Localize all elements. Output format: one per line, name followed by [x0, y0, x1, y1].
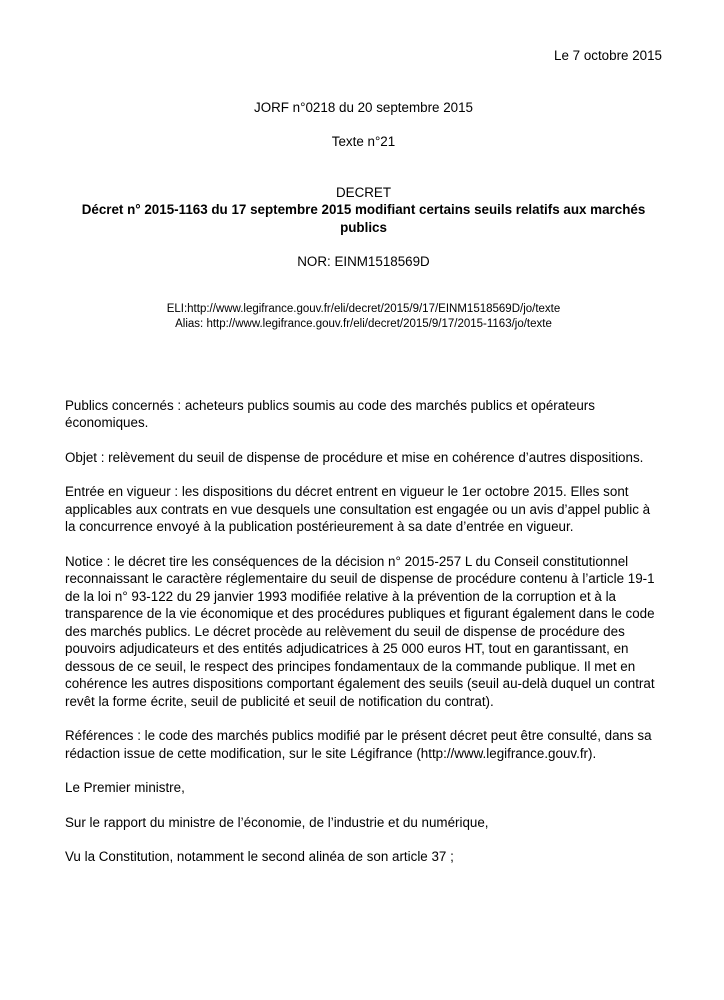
- texte-number: Texte n°21: [331, 134, 396, 149]
- document-type-heading: DECRET: [335, 184, 392, 200]
- decree-title: Décret n° 2015-1163 du 17 septembre 2015 modifiant certains seuils relatifs aux marchés publics: [81, 202, 646, 235]
- paragraph-rapport-ministre: Sur le rapport du ministre de l’économie, de l’industrie et du numérique,: [65, 814, 489, 830]
- nor-number: NOR: EINM1518569D: [297, 254, 430, 269]
- eli-permalink-block: [65, 302, 662, 332]
- paragraph-entree-en-vigueur: Entrée en vigueur : les dispositions du décret entrent en vigueur le 1er octobre 2015. Elles sont applicables aux contrats en vue desquels une consultation est engagée ou un avis d’appel public à la concurrence envoyé à la publication postérieurement à sa date d’entrée en vigueur.: [65, 484, 651, 534]
- eli-url: ELI:http://www.legifrance.gouv.fr/eli/decret/2015/9/17/EINM1518569D/jo/texte: [166, 302, 561, 315]
- document-date: Le 7 octobre 2015: [554, 48, 662, 63]
- paragraph-objet: Objet : relèvement du seuil de dispense de procédure et mise en cohérence d’autres dispositions.: [65, 449, 644, 465]
- document-body: [65, 397, 662, 866]
- paragraph-notice: Notice : le décret tire les conséquences de la décision n° 2015-257 L du Conseil constitutionnel reconnaissant le caractère réglementaire du seuil de dispense de procédure contenu à l’article 19-1 de la loi n° 93-122 du 29 janvier 1993 modifiée relative à la prévention de la corruption et à la transparence de la vie économique et des procédures publiques et figurant également dans le code des marchés publics. Le décret procède au relèvement du seuil de dispense de procédure des pouvoirs adjudicateurs et des entités adjudicatrices à 25 000 euros HT, tout en garantissant, en dessous de ce seuil, le respect des principes fondamentaux de la commande publique. Il met en cohérence les autres dispositions comportant également des seuils (seuil au-delà duquel un contrat revêt la forme écrite, seuil de publicité et seuil de notification du contrat).: [65, 553, 655, 709]
- paragraph-vu-constitution: Vu la Constitution, notamment le second alinéa de son article 37 ;: [65, 849, 454, 864]
- alias-url: Alias: http://www.legifrance.gouv.fr/eli/decret/2015/9/17/2015-1163/jo/texte: [175, 317, 552, 330]
- paragraph-references: Références : le code des marchés publics modifié par le présent décret peut être consulté, dans sa rédaction issue de cette modification, sur le site Légifrance (http://www.legifrance.gouv.fr).: [65, 728, 652, 761]
- paragraph-premier-ministre: Le Premier ministre,: [65, 780, 185, 795]
- jorf-reference: JORF n°0218 du 20 septembre 2015: [254, 99, 473, 115]
- paragraph-publics-concernes: Publics concernés : acheteurs publics soumis au code des marchés publics et opérateurs économiques.: [65, 397, 595, 430]
